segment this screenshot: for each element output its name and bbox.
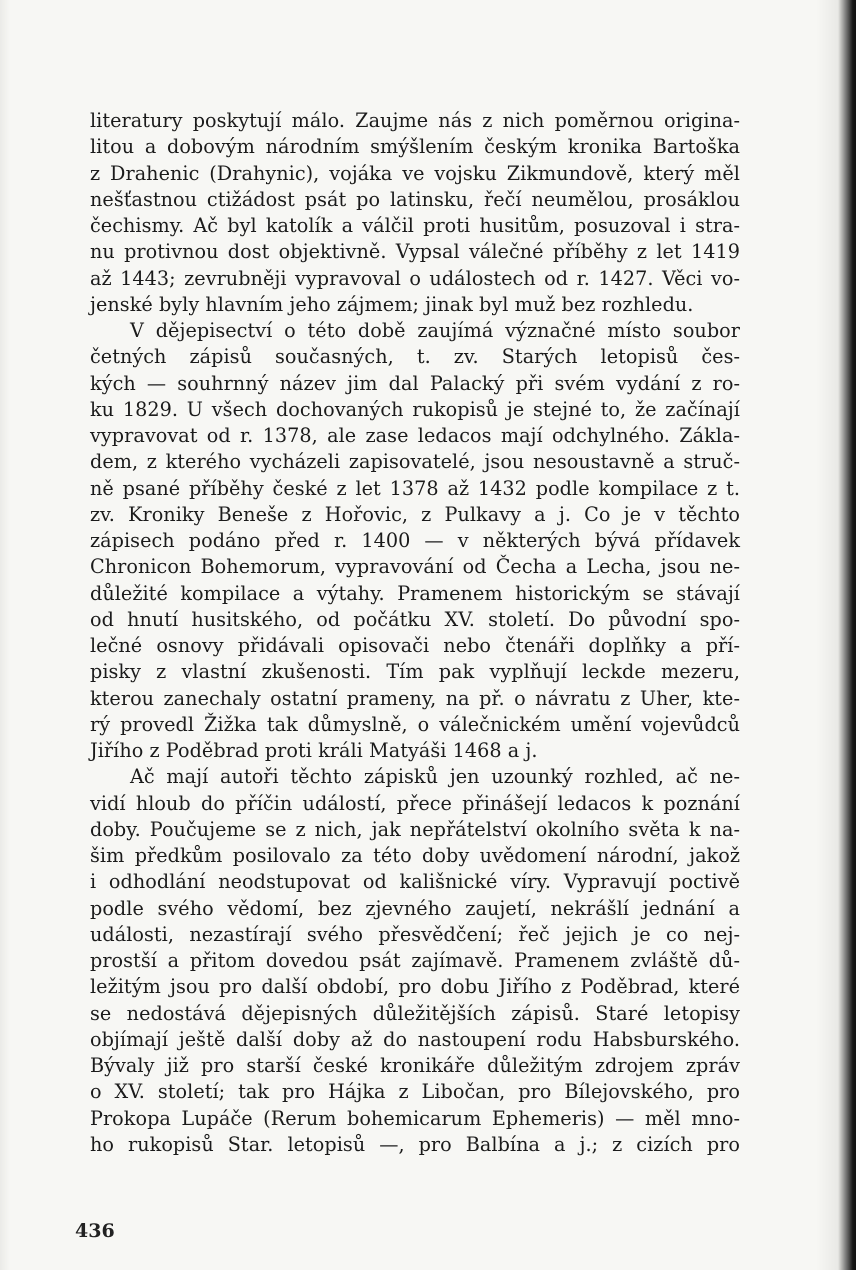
text-line: nu protivnou dost objektivně. Vypsal válečné příběhy z let 1419	[90, 240, 740, 264]
text-line: četných zápisů současných, t. zv. Starých letopisů čes-	[90, 345, 740, 369]
text-line: doby. Poučujeme se z nich, jak nepřátelství okolního světa k na-	[90, 817, 740, 841]
text-line: Chronicon Bohemorum, vypravování od Čecha a Lecha, jsou ne-	[90, 555, 740, 579]
text-line: zv. Kroniky Beneše z Hořovic, z Pulkavy a j. Co je v těchto	[90, 502, 740, 526]
text-line: ku 1829. U všech dochovaných rukopisů je stejné to, že začínají	[90, 397, 740, 421]
body-text	[90, 108, 740, 1158]
text-line: šim předkům posilovalo za této doby uvědomení národní, jakož	[90, 844, 740, 867]
text-line: nešťastnou ctižádost psát po latinsku, řečí neumělou, prosáklou	[90, 187, 740, 211]
text-line: Bývaly již pro starší české kronikáře důležitým zdrojem zpráv	[90, 1054, 740, 1077]
text-line: dem, z kterého vycházeli zapisovatelé, jsou nesoustavně a struč-	[90, 450, 740, 474]
text-line: kterou zanechaly ostatní prameny, na př. o návratu z Uher, kte-	[90, 686, 740, 710]
text-line: V dějepisectví o této době zaujímá význačné místo soubor	[130, 319, 740, 342]
text-line: zápisech podáno před r. 1400 — v některých bývá přídavek	[90, 529, 740, 552]
text-line: události, nezastírají svého přesvědčení; řeč jejich je co nej-	[90, 922, 740, 946]
text-line: důležité kompilace a výtahy. Pramenem historickým se stávají	[90, 581, 740, 605]
text-line: čechismy. Ač byl katolík a válčil proti husitům, posuzoval i stra-	[90, 214, 740, 237]
text-line: prostší a přitom dovedou psát zajímavě. Pramenem zvláště dů-	[90, 949, 740, 972]
text-line: vidí hloub do příčin událostí, přece přinášejí ledacos k poznání	[90, 791, 740, 815]
text-line: podle svého vědomí, bez zjevného zaujetí, nekrášlí jednání a	[90, 896, 740, 920]
text-line: kých — souhrnný název jim dal Palacký při svém vydání z ro-	[90, 371, 740, 395]
text-line: Prokopa Lupáče (Rerum bohemicarum Ephemeris) — měl mno-	[90, 1106, 740, 1130]
text-line: Ač mají autoři těchto zápisků jen uzounký rozhled, ač ne-	[130, 765, 740, 789]
text-line: z Drahenic (Drahynic), vojáka ve vojsku Zikmundově, který měl	[90, 161, 740, 185]
text-line: Jiřího z Poděbrad proti králi Matyáši 1468 a j.	[90, 739, 538, 762]
text-line: pisky z vlastní zkušenosti. Tím pak vyplňují leckde mezeru,	[90, 660, 740, 684]
text-line: se nedostává dějepisných důležitějších zápisů. Staré letopisy	[90, 1001, 740, 1025]
text-line: ně psané příběhy české z let 1378 až 1432 podle kompilace z t.	[90, 476, 740, 500]
text-line: i odhodlání neodstupovat od kališnické víry. Vypravují poctivě	[90, 870, 740, 894]
text-line: rý provedl Žižka tak důmyslně, o válečnickém umění vojevůdců	[90, 712, 740, 736]
text-line: jenské byly hlavním jeho zájmem; jinak byl muž bez rozhledu.	[90, 292, 694, 316]
text-line: ho rukopisů Star. letopisů —, pro Balbína a j.; z cizích pro	[90, 1132, 740, 1156]
text-line: literatury poskytují málo. Zaujme nás z nich poměrnou origina-	[90, 109, 740, 132]
text-line: od hnutí husitského, od počátku XV. století. Do původní spo-	[90, 607, 740, 631]
text-line: litou a dobovým národním smýšlením českým kronika Bartoška	[90, 135, 740, 159]
text-line: o XV. století; tak pro Hájka z Libočan, pro Bílejovského, pro	[90, 1080, 740, 1104]
text-line: až 1443; zevrubněji vypravoval o událostech od r. 1427. Věci vo-	[90, 266, 740, 290]
page-left-edge	[0, 0, 10, 1270]
text-line: vypravovat od r. 1378, ale zase ledacos mají odchylného. Zákla-	[90, 424, 740, 447]
page-number: 436	[75, 1220, 115, 1242]
text-line: lečné osnovy přidávali opisovači nebo čtenáři doplňky a pří-	[90, 634, 740, 657]
text-line: objímají ještě další doby až do nastoupení rodu Habsburského.	[90, 1027, 740, 1051]
book-gutter-shadow	[816, 0, 856, 1270]
text-line: ležitým jsou pro další období, pro dobu Jiřího z Poděbrad, které	[90, 975, 740, 999]
